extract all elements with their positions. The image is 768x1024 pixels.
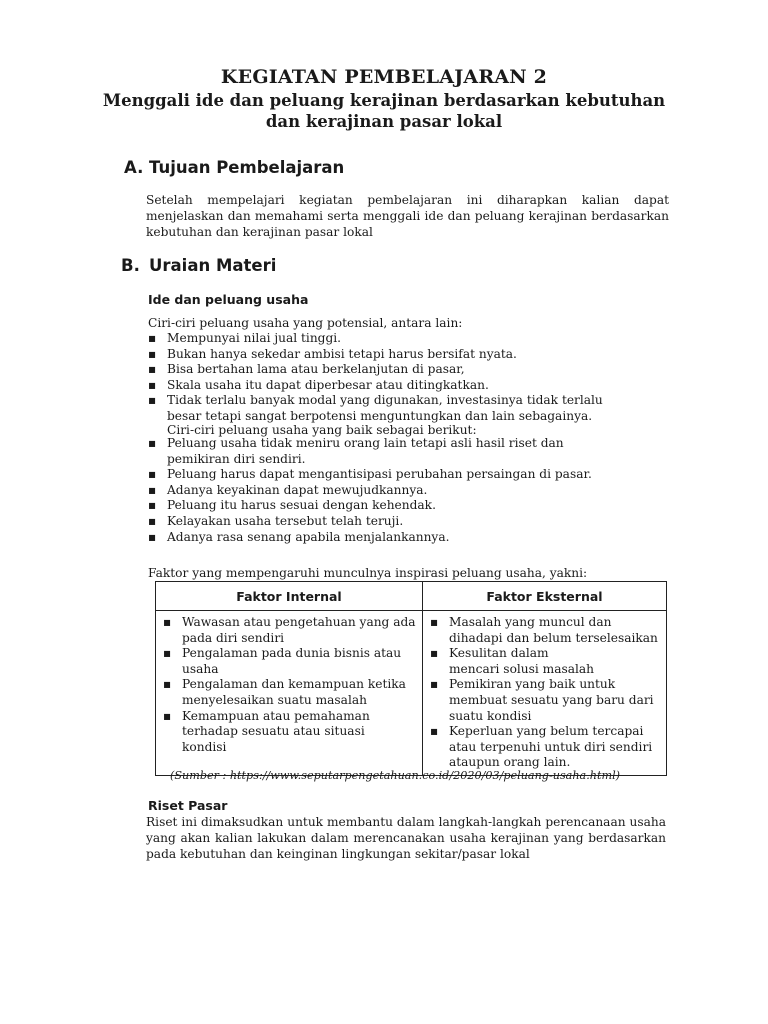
list-item: ▪ Pemikiran yang baik untuk membuat sesuatu yang baru dari suatu kondisi bbox=[430, 677, 654, 723]
bullet-icon: ▪ bbox=[163, 615, 172, 629]
external-column-header: Faktor Eksternal bbox=[423, 582, 667, 611]
list-item: ▪ Peluang usaha tidak meniru orang lain tetapi asli hasil riset dan pemikiran diri sendiri. bbox=[148, 436, 564, 466]
bullet-icon: ▪ bbox=[148, 377, 157, 392]
internal-factors-cell bbox=[156, 611, 423, 776]
bullet-icon: ▪ bbox=[430, 724, 439, 739]
bullet-icon: ▪ bbox=[148, 362, 157, 377]
section-b-letter: B. bbox=[121, 256, 140, 275]
riset-pasar-paragraph: Riset ini dimaksudkan untuk membantu dalam langkah-langkah perencanaan usaha yang akan kalian lakukan dalam merencanakan usaha kerajinan yang berdasarkan pada kebutuhan dan keinginan lingkungan sekitar/pasar lokal bbox=[146, 815, 666, 861]
bullet-icon: ▪ bbox=[148, 513, 157, 528]
riset-pasar-heading: Riset Pasar bbox=[148, 798, 228, 813]
list-item: ▪ Kemampuan atau pemahaman terhadap sesuatu atau situasi kondisi bbox=[163, 708, 370, 754]
factors-table bbox=[155, 581, 667, 776]
table-row bbox=[156, 611, 667, 776]
list-item: ▪ Bisa bertahan lama atau berkelanjutan di pasar, bbox=[148, 362, 465, 377]
bullet-icon: ▪ bbox=[163, 677, 172, 692]
list-item: ▪ Peluang harus dapat mengantisipasi perubahan persaingan di pasar. bbox=[148, 467, 592, 482]
bullet-icon: ▪ bbox=[430, 646, 439, 661]
bullet-icon: ▪ bbox=[148, 331, 157, 345]
list-item: ▪ Kelayakan usaha tersebut telah teruji. bbox=[148, 513, 404, 528]
characteristics-list bbox=[148, 331, 658, 425]
bullet-icon: ▪ bbox=[148, 436, 157, 450]
characteristics-intro: Ciri-ciri peluang usaha yang potensial, antara lain: bbox=[148, 316, 463, 330]
list-item: ▪ Bukan hanya sekedar ambisi tetapi harus bersifat nyata. bbox=[148, 346, 517, 361]
list-item: ▪ Skala usaha itu dapat diperbesar atau ditingkatkan. bbox=[148, 377, 489, 392]
good-characteristics-intro: Ciri-ciri peluang usaha yang baik sebagai berikut: bbox=[167, 423, 477, 437]
bullet-icon: ▪ bbox=[163, 646, 172, 661]
bullet-icon: ▪ bbox=[148, 529, 157, 544]
list-item: ▪ Pengalaman dan kemampuan ketika menyelesaikan suatu masalah bbox=[163, 677, 406, 707]
bullet-icon: ▪ bbox=[148, 467, 157, 482]
external-factors-cell bbox=[423, 611, 667, 776]
good-characteristics-list bbox=[148, 436, 658, 545]
list-item: ▪ Adanya keyakinan dapat mewujudkannya. bbox=[148, 482, 428, 497]
section-a-heading bbox=[124, 158, 344, 177]
list-item: ▪ Wawasan atau pengetahuan yang ada pada diri sendiri bbox=[163, 615, 416, 645]
external-factors-list bbox=[430, 615, 662, 771]
ide-peluang-subheading: Ide dan peluang usaha bbox=[148, 292, 309, 307]
list-item: ▪ Keperluan yang belum tercapai atau terpenuhi untuk diri sendiri ataupun orang lain. bbox=[430, 724, 653, 770]
page-title: KEGIATAN PEMBELAJARAN 2 bbox=[220, 66, 548, 88]
bullet-icon: ▪ bbox=[430, 615, 439, 629]
bullet-icon: ▪ bbox=[163, 708, 172, 723]
list-item: ▪ Mempunyai nilai jual tinggi. bbox=[148, 331, 342, 345]
subtitle-line-2: dan kerajinan pasar lokal bbox=[265, 112, 503, 131]
bullet-icon: ▪ bbox=[148, 498, 157, 513]
bullet-icon: ▪ bbox=[148, 346, 157, 361]
table-header-row bbox=[156, 582, 667, 611]
bullet-icon: ▪ bbox=[148, 482, 157, 497]
list-item: ▪ Peluang itu harus sesuai dengan kehendak. bbox=[148, 498, 436, 513]
list-item: ▪ Tidak terlalu banyak modal yang digunakan, investasinya tidak terlalu besar tetapi sangat berpotensi menguntungkan dan lain sebagainya. bbox=[148, 393, 603, 423]
list-item: ▪ Kesulitan dalam mencari solusi masalah bbox=[430, 646, 595, 676]
subtitle-line-1: Menggali ide dan peluang kerajinan berdasarkan kebutuhan bbox=[102, 91, 666, 110]
bullet-icon: ▪ bbox=[430, 677, 439, 692]
factors-intro: Faktor yang mempengaruhi munculnya inspirasi peluang usaha, yakni: bbox=[148, 566, 588, 580]
section-b-title: Uraian Materi bbox=[149, 256, 277, 275]
list-item: ▪ Masalah yang muncul dan dihadapi dan belum terselesaikan bbox=[430, 615, 658, 645]
tujuan-paragraph: Setelah mempelajari kegiatan pembelajaran ini diharapkan kalian dapat menjelaskan dan memahami serta menggali ide dan peluang kerajinan berdasarkan kebutuhan dan kerajinan pasar lokal bbox=[146, 193, 669, 239]
source-citation: (Sumber : https://www.seputarpengetahuan.co.id/2020/03/peluang-usaha.html) bbox=[170, 769, 621, 782]
internal-factors-list bbox=[163, 615, 418, 755]
section-b-heading bbox=[121, 256, 276, 275]
list-item: ▪ Pengalaman pada dunia bisnis atau usaha bbox=[163, 646, 402, 676]
section-a-letter: A. bbox=[124, 158, 144, 177]
page-subtitle bbox=[0, 90, 768, 132]
list-item: ▪ Adanya rasa senang apabila menjalankannya. bbox=[148, 529, 450, 544]
section-a-title: Tujuan Pembelajaran bbox=[149, 158, 345, 177]
bullet-icon: ▪ bbox=[148, 393, 157, 408]
internal-column-header: Faktor Internal bbox=[156, 582, 423, 611]
